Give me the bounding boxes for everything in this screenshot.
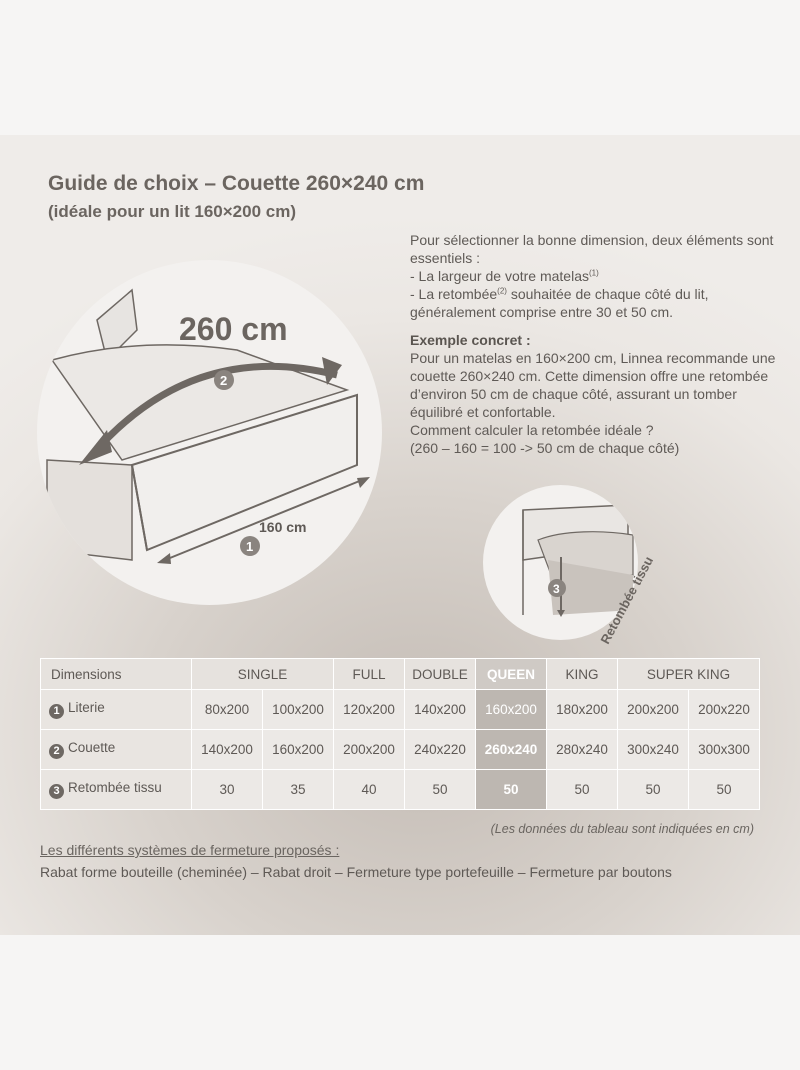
example-title: Exemple concret : bbox=[410, 332, 531, 348]
header-double: DOUBLE bbox=[405, 659, 476, 690]
table-cell: 200x200 bbox=[334, 730, 405, 770]
table-cell-queen: 160x200 bbox=[476, 690, 547, 730]
table-cell: 140x200 bbox=[405, 690, 476, 730]
header-queen: QUEEN bbox=[476, 659, 547, 690]
table-cell: 200x220 bbox=[689, 690, 760, 730]
header-full: FULL bbox=[334, 659, 405, 690]
page-subtitle: (idéale pour un lit 160×200 cm) bbox=[48, 202, 297, 221]
table-row bbox=[41, 690, 760, 730]
table-row bbox=[41, 770, 760, 810]
table-cell: 40 bbox=[334, 770, 405, 810]
page-title: Guide de choix – Couette 260×240 cm bbox=[48, 172, 425, 195]
bed-illustration bbox=[37, 260, 382, 605]
header-king: KING bbox=[547, 659, 618, 690]
marker-1: 1 bbox=[246, 539, 254, 554]
intro-paragraph: Pour sélectionner la bonne dimension, deux éléments sont essentiels : bbox=[410, 232, 774, 266]
row-label: 3 Retombée tissu bbox=[41, 770, 192, 810]
table-cell: 50 bbox=[689, 770, 760, 810]
table-cell: 100x200 bbox=[263, 690, 334, 730]
table-cell: 50 bbox=[405, 770, 476, 810]
drop-label-svg bbox=[480, 480, 670, 670]
row-label: 1 Literie bbox=[41, 690, 192, 730]
size-table bbox=[40, 658, 760, 810]
table-cell: 240x220 bbox=[405, 730, 476, 770]
intro-text bbox=[410, 231, 780, 457]
closures-text: Rabat forme bouteille (cheminée) – Rabat droit – Fermeture type portefeuille – Fermeture par boutons bbox=[40, 864, 672, 880]
table-cell: 300x240 bbox=[618, 730, 689, 770]
calc-question: Comment calculer la retombée idéale ? bbox=[410, 422, 654, 438]
marker-2: 2 bbox=[220, 373, 228, 388]
table-row bbox=[41, 730, 760, 770]
table-cell: 160x200 bbox=[263, 730, 334, 770]
table-header-row bbox=[41, 659, 760, 690]
table-cell: 200x200 bbox=[618, 690, 689, 730]
table-cell: 35 bbox=[263, 770, 334, 810]
table-cell: 140x200 bbox=[192, 730, 263, 770]
example-text: Pour un matelas en 160×200 cm, Linnea recommande une couette 260×240 cm. Cette dimension offre une retombée d’environ 50 cm de chaque côté, assurant un tomber équilibré et confortable. bbox=[410, 350, 776, 420]
width-label: 260 cm bbox=[179, 311, 288, 347]
row-label: 2 Couette bbox=[41, 730, 192, 770]
header-super-king: SUPER KING bbox=[618, 659, 760, 690]
drop-label: Retombée tissu bbox=[597, 553, 657, 647]
table-cell-queen: 260x240 bbox=[476, 730, 547, 770]
header-dimensions: Dimensions bbox=[41, 659, 192, 690]
marker-3: 3 bbox=[553, 582, 560, 596]
header-single: SINGLE bbox=[192, 659, 334, 690]
table-note: (Les données du tableau sont indiquées en cm) bbox=[490, 822, 754, 836]
table-cell: 180x200 bbox=[547, 690, 618, 730]
table-cell: 50 bbox=[547, 770, 618, 810]
table-cell: 80x200 bbox=[192, 690, 263, 730]
table-cell-queen: 50 bbox=[476, 770, 547, 810]
table-cell: 120x200 bbox=[334, 690, 405, 730]
calc-formula: (260 – 160 = 100 -> 50 cm de chaque côté) bbox=[410, 440, 680, 456]
intro-mattress-width: - La largeur de votre matelas$^{(1)}$ bbox=[410, 268, 599, 284]
table-cell: 30 bbox=[192, 770, 263, 810]
closures-title: Les différents systèmes de fermeture proposés : bbox=[40, 842, 340, 858]
mattress-label: 160 cm bbox=[259, 519, 307, 535]
table-cell: 280x240 bbox=[547, 730, 618, 770]
table-cell: 300x300 bbox=[689, 730, 760, 770]
table-cell: 50 bbox=[618, 770, 689, 810]
intro-drop: - La retombée$^{(2)}$ souhaitée de chaque côté du lit, généralement comprise entre 30 et 50 cm. bbox=[410, 286, 709, 320]
